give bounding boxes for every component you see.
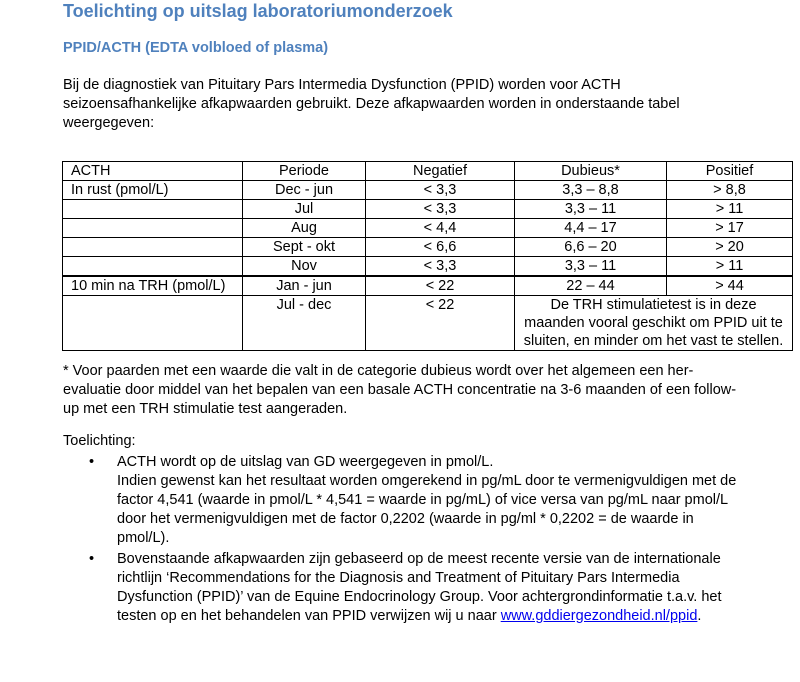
bullet-icon: •	[89, 551, 95, 567]
row-negative: < 3,3	[366, 200, 515, 219]
row-dubious: 6,6 – 20	[515, 238, 667, 257]
row-group: 10 min na TRH (pmol/L)	[63, 276, 243, 296]
row-negative: < 3,3	[366, 257, 515, 277]
row-period: Jan - jun	[243, 276, 366, 296]
row-dubious: 3,3 – 11	[515, 200, 667, 219]
table-row	[63, 181, 793, 200]
table-row	[63, 219, 793, 238]
intro-paragraph: Bij de diagnostiek van Pituitary Pars Intermedia Dysfunction (PPID) worden voor ACTH seizoensafhankelijke afkapwaarden gebruikt. Deze afkapwaarden worden in onderstaande tabel weergegeven:	[63, 77, 680, 131]
header-dubieus: Dubieus*	[515, 162, 667, 181]
row-positive: > 11	[667, 200, 793, 219]
guideline-body: Bovenstaande afkapwaarden zijn gebaseerd op de meest recente versie van de internationale richtlijn ‘Recommendations for the Diagnosis and Treatment of Pituitary Pars Intermedia Dysfunction (PPID)’ van de Equine Endocrinology Group. Voor achtergrondinformatie t.a.v. het testen op en het behandelen van PPID verwijzen wij u naar	[117, 551, 722, 624]
table-row	[63, 200, 793, 219]
row-positive: > 8,8	[667, 181, 793, 200]
header-periode: Periode	[243, 162, 366, 181]
trh-note: De TRH stimulatietest is in deze maanden vooral geschikt om PPID uit te sluiten, en minder om het vast te stellen.	[515, 296, 793, 351]
row-period: Nov	[243, 257, 366, 277]
row-period: Jul - dec	[243, 296, 366, 351]
footnote: * Voor paarden met een waarde die valt in de categorie dubieus wordt over het algemeen een her-evaluatie door middel van het bepalen van een basale ACTH concentratie na 3-6 maanden of een follow-up met een TRH stimulatie test aangeraden.	[63, 363, 737, 417]
row-negative: < 22	[366, 276, 515, 296]
page-title: Toelichting op uitslag laboratoriumonderzoek	[63, 1, 453, 21]
row-positive: > 20	[667, 238, 793, 257]
ppid-link[interactable]: www.gddiergezondheid.nl/ppid	[500, 608, 698, 624]
bullet-icon: •	[89, 454, 95, 470]
table-row	[63, 238, 793, 257]
row-period: Sept - okt	[243, 238, 366, 257]
section-subtitle: PPID/ACTH (EDTA volbloed of plasma)	[63, 40, 329, 56]
row-negative: < 4,4	[366, 219, 515, 238]
explanation-list	[63, 453, 743, 628]
row-dubious: 3,3 – 11	[515, 257, 667, 277]
row-period: Jul	[243, 200, 366, 219]
row-group	[63, 296, 243, 351]
conversion-text: Indien gewenst kan het resultaat worden omgerekend in pg/mL door te vermenigvuldigen met de factor 4,541 (waarde in pmol/L * 4,541 = waarde in pg/mL) of vice versa van pg/mL naar pmol/L door het vermenigvuldigen met de factor 0,2202 (waarde in pg/ml * 0,2202 = de waarde in pmol/L).	[117, 473, 737, 546]
unit-statement: ACTH wordt op de uitslag van GD weergegeven in pmol/L.	[117, 454, 494, 470]
table-row	[63, 276, 793, 296]
row-dubious: 4,4 – 17	[515, 219, 667, 238]
cutoff-table	[62, 161, 793, 351]
table-header-row	[63, 162, 793, 181]
guideline-text	[117, 550, 743, 626]
row-negative: < 3,3	[366, 181, 515, 200]
row-negative: < 6,6	[366, 238, 515, 257]
header-acth: ACTH	[63, 162, 243, 181]
row-positive: > 44	[667, 276, 793, 296]
header-negatief: Negatief	[366, 162, 515, 181]
row-group	[63, 238, 243, 257]
row-positive: > 11	[667, 257, 793, 277]
row-group: In rust (pmol/L)	[63, 181, 243, 200]
table-row	[63, 296, 793, 351]
header-positief: Positief	[667, 162, 793, 181]
row-group	[63, 219, 243, 238]
list-item	[63, 453, 743, 548]
table-row	[63, 257, 793, 277]
row-positive: > 17	[667, 219, 793, 238]
row-negative: < 22	[366, 296, 515, 351]
row-period: Aug	[243, 219, 366, 238]
row-group	[63, 257, 243, 277]
list-item	[63, 550, 743, 626]
explanation-label: Toelichting:	[63, 433, 136, 449]
row-dubious: 22 – 44	[515, 276, 667, 296]
row-period: Dec - jun	[243, 181, 366, 200]
row-dubious: 3,3 – 8,8	[515, 181, 667, 200]
row-group	[63, 200, 243, 219]
guideline-end: .	[697, 608, 702, 624]
